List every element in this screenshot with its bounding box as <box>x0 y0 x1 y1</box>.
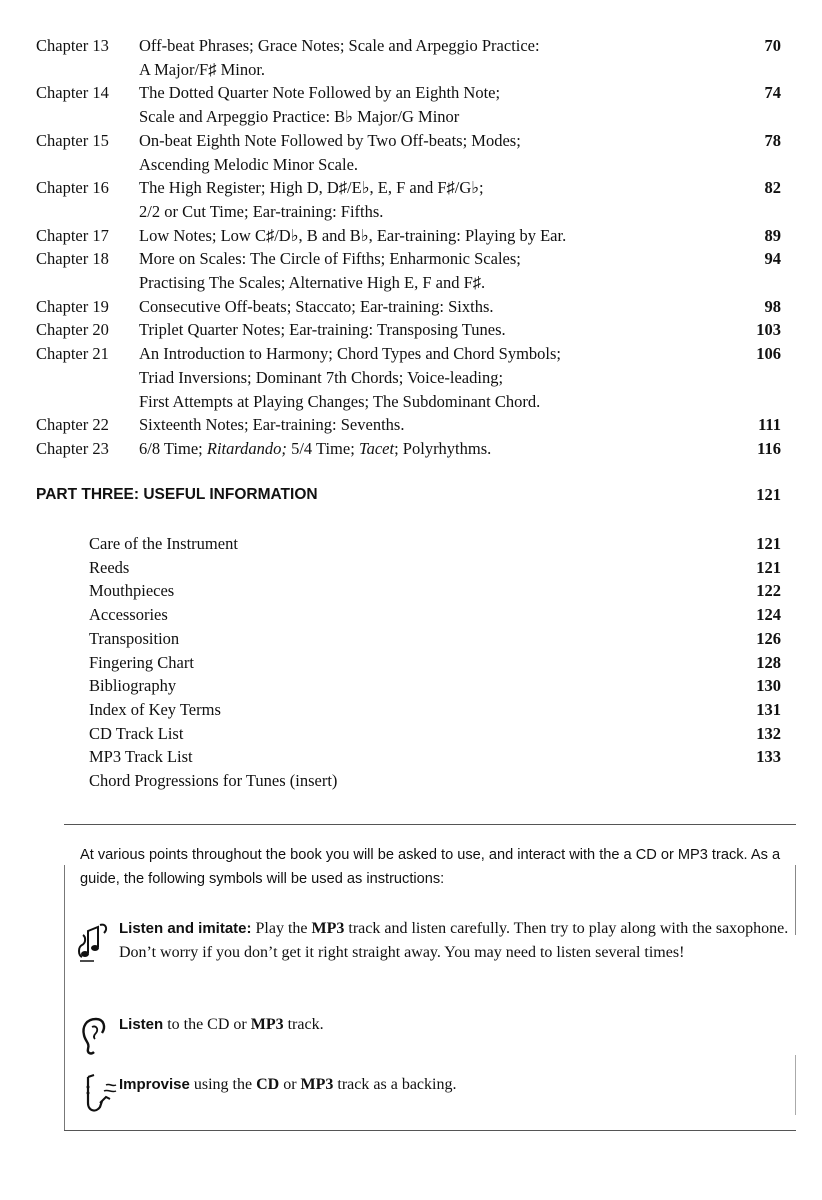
chapter-title <box>139 295 721 319</box>
toc-row-chapter-23 <box>36 437 781 461</box>
page-number <box>721 769 781 793</box>
page-number: 126 <box>756 628 781 648</box>
page-number: 103 <box>756 320 781 340</box>
info-label: Transposition <box>89 628 180 648</box>
symbols-guide-box <box>64 824 796 1131</box>
toc-row <box>36 81 781 128</box>
chapter-title <box>139 342 721 413</box>
chapter-label: Chapter 19 <box>36 296 109 316</box>
info-label: CD Track List <box>89 723 184 743</box>
page-number: 128 <box>756 652 781 672</box>
chapter-title-line: The Dotted Quarter Note Followed by an Eighth Note; <box>139 83 501 103</box>
guide-intro: At various points throughout the book you will be asked to use, and interact with the a CD or MP3 track. As a guide, the following symbols will be used as instructions: <box>80 847 781 887</box>
page-number: 94 <box>764 249 781 269</box>
chapter-label: Chapter 16 <box>36 178 109 198</box>
chapter-label: Chapter 21 <box>36 344 109 364</box>
improvise-entry <box>74 1073 792 1097</box>
entry-part: track and listen carefully. Then try to play along with the saxophone. Don’t worry if you don’t get it right straight away. You may need to listen several times! <box>119 920 789 961</box>
entry-part: track as a backing. <box>333 1076 457 1093</box>
info-row <box>89 698 781 722</box>
toc-row <box>36 342 781 413</box>
info-row <box>89 745 781 769</box>
page-number: 133 <box>756 747 781 767</box>
toc-row <box>36 295 781 319</box>
info-label: Fingering Chart <box>89 652 194 672</box>
entry-bold: CD <box>256 1076 280 1093</box>
chapter-title-line: Scale and Arpeggio Practice: B♭ Major/G Minor <box>139 107 460 127</box>
info-row <box>89 722 781 746</box>
entry-part: or <box>279 1076 301 1093</box>
chapter-title-line: Practising The Scales; Alternative High E, F and F♯. <box>139 273 486 293</box>
page-number: 121 <box>756 485 781 504</box>
entry-text <box>119 917 792 965</box>
page-number: 78 <box>764 130 781 150</box>
info-row <box>89 556 781 580</box>
chapter-title-line: Low Notes; Low C♯/D♭, B and B♭, Ear-training: Playing by Ear. <box>139 225 567 245</box>
saxophone-icon <box>74 1073 120 1117</box>
info-row <box>89 627 781 651</box>
chapter-title-line: An Introduction to Harmony; Chord Types and Chord Symbols; <box>139 344 562 364</box>
chapter-title <box>139 81 721 128</box>
page-number: 121 <box>756 557 781 577</box>
chapter-label: Chapter 18 <box>36 249 109 269</box>
info-row <box>89 651 781 675</box>
page-number: 74 <box>764 83 781 103</box>
info-label: Chord Progressions for Tunes (insert) <box>89 771 338 791</box>
chapter-title <box>139 413 721 437</box>
toc-row <box>36 34 781 81</box>
chapter-label: Chapter 23 <box>36 438 109 458</box>
page-number: 111 <box>758 415 781 435</box>
ear-icon <box>74 1013 114 1057</box>
entry-lead: Improvise <box>119 1076 190 1093</box>
entry-lead: Listen <box>119 1016 164 1033</box>
toc-row <box>36 224 781 248</box>
entry-text <box>119 1073 792 1097</box>
info-row <box>89 674 781 698</box>
entry-part: track. <box>283 1016 324 1033</box>
page-number: 121 <box>756 534 781 553</box>
chapter-title-line: Ascending Melodic Minor Scale. <box>139 154 359 174</box>
chapter-title-line: Sixteenth Notes; Ear-training: Sevenths. <box>139 415 405 435</box>
title-italic: Tacet <box>358 438 395 458</box>
chapter-list <box>36 34 781 437</box>
page-number: 82 <box>764 178 781 198</box>
entry-bold: MP3 <box>311 920 345 937</box>
useful-information-list <box>89 532 781 793</box>
chapter-label: Chapter 17 <box>36 225 109 245</box>
info-row <box>89 603 781 627</box>
chapter-title-line: The High Register; High D, D♯/E♭, E, F and F♯/G♭; <box>139 178 484 198</box>
chapter-title-line: Triad Inversions; Dominant 7th Chords; Voice-leading; <box>139 367 504 387</box>
page-number: 124 <box>756 605 781 625</box>
info-label: Index of Key Terms <box>89 699 221 719</box>
chapter-title-line: Off-beat Phrases; Grace Notes; Scale and Arpeggio Practice: <box>139 36 540 55</box>
title-part: 6/8 Time; <box>139 438 207 458</box>
toc-row <box>36 247 781 294</box>
page-number: 122 <box>756 581 781 601</box>
entry-part: using the <box>189 1076 257 1093</box>
title-part: 5/4 Time; <box>286 438 359 458</box>
page-number: 98 <box>764 296 781 316</box>
info-label: MP3 Track List <box>89 747 193 767</box>
listen-and-imitate-icon <box>74 917 114 965</box>
toc-row <box>36 176 781 223</box>
page-number: 132 <box>756 723 781 743</box>
toc-row <box>36 129 781 176</box>
chapter-label: Chapter 14 <box>36 83 109 103</box>
chapter-title-line: More on Scales: The Circle of Fifths; Enharmonic Scales; <box>139 249 521 269</box>
part-three-heading <box>36 484 781 506</box>
chapter-title <box>139 176 721 223</box>
page-number: 131 <box>756 699 781 719</box>
page-number: 130 <box>756 676 781 696</box>
part-title: PART THREE: USEFUL INFORMATION <box>36 486 318 503</box>
entry-lead: Listen and imitate: <box>119 920 252 937</box>
page-number: 70 <box>764 36 781 55</box>
chapter-title <box>139 34 721 81</box>
chapter-label: Chapter 20 <box>36 320 109 340</box>
entry-text <box>119 1013 792 1037</box>
chapter-title-line: Triplet Quarter Notes; Ear-training: Transposing Tunes. <box>139 320 506 340</box>
chapter-title <box>139 318 721 342</box>
chapter-label: Chapter 15 <box>36 130 109 150</box>
entry-part: to the CD or <box>163 1016 251 1033</box>
entry-bold: MP3 <box>250 1016 284 1033</box>
info-row <box>89 532 781 556</box>
info-label: Bibliography <box>89 676 177 696</box>
info-label: Mouthpieces <box>89 581 175 601</box>
chapter-title <box>139 247 721 294</box>
page-number: 106 <box>756 344 781 364</box>
chapter-title-line: On-beat Eighth Note Followed by Two Off-beats; Modes; <box>139 130 521 150</box>
entry-part: Play the <box>251 920 312 937</box>
title-part: ; Polyrhythms. <box>394 438 492 458</box>
info-row <box>89 579 781 603</box>
chapter-label: Chapter 13 <box>36 36 109 55</box>
box-right-border <box>795 1055 796 1115</box>
chapter-title <box>139 129 721 176</box>
chapter-title-line: Consecutive Off-beats; Staccato; Ear-training: Sixths. <box>139 296 494 316</box>
page-number: 116 <box>757 438 781 458</box>
chapter-title-line: First Attempts at Playing Changes; The Subdominant Chord. <box>139 391 541 411</box>
info-label: Accessories <box>89 605 168 625</box>
toc-row <box>36 318 781 342</box>
chapter-title-line: 2/2 or Cut Time; Ear-training: Fifths. <box>139 201 384 221</box>
box-right-border <box>795 865 796 935</box>
info-label: Care of the Instrument <box>89 534 238 553</box>
info-row <box>89 769 781 793</box>
chapter-title-line: A Major/F♯ Minor. <box>139 59 266 79</box>
toc-row <box>36 413 781 437</box>
chapter-title <box>139 224 721 248</box>
listen-and-imitate-entry <box>74 917 792 965</box>
table-of-contents <box>36 34 781 461</box>
page-number: 89 <box>764 225 781 245</box>
title-italic: Ritardando; <box>206 438 287 458</box>
chapter-label: Chapter 22 <box>36 415 109 435</box>
listen-entry <box>74 1013 792 1037</box>
info-label: Reeds <box>89 557 130 577</box>
entry-bold: MP3 <box>300 1076 334 1093</box>
box-left-border <box>64 865 65 1130</box>
chapter-title <box>139 437 721 461</box>
